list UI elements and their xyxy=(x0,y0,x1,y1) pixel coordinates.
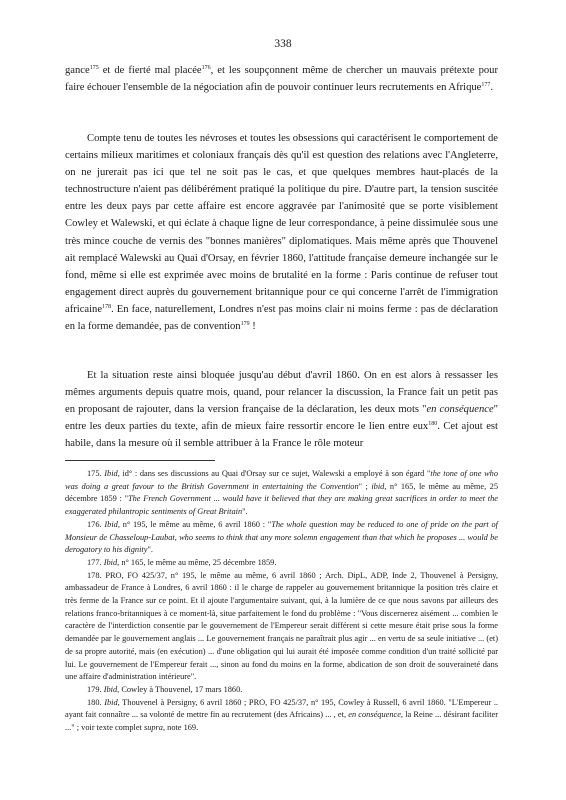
footnote-ref-179: 179 xyxy=(240,321,250,328)
text-run: 180. xyxy=(87,697,105,707)
body-paragraph-2 xyxy=(65,130,498,335)
footnote-175 xyxy=(65,468,498,519)
text-run: Et la situation reste ainsi bloquée jusqu'au début d'avril 1860. On en est alors à ressasser les mêmes arguments depuis quatre mois, quand, pour relancer la discussion, la France fait un petit pas en proposant de rajouter, dans la version française de la déclaration, les deux mots " xyxy=(65,370,498,416)
body-paragraph-3 xyxy=(65,367,498,452)
footnote-ref-175: 175 xyxy=(89,65,99,71)
italic-text: The whole question may be reduced to one of pride on the part of Monsieur de Chasseloup-Laubat, who seems to think that any more solemn engagement than that which he proposes ... would be derogatory to his dignity xyxy=(65,519,498,555)
text-run: 177. xyxy=(87,557,104,567)
text-run: , note 169. xyxy=(162,723,199,733)
text-run: 178. PRO, FO 425/37, n° 195, le même au même, 6 avril 1860 ; Arch. DipL, ADP, Inde 2, Thouvenel à Persigny, ambassadeur de France à Londres, 6 avril 1860 : il le charge de rappeler au gouvernement britannique la position très claire et très ferme de la France sur ce point. Et il ajoute l'argumentaire suivant, qui, à la lumière de ce que nous savons par ailleurs des relations franco-britanniques à ce moment-là, situe parfaitement le fond du problème : "Vous discernerez aisément ... combien le caractère de l'interdiction consentie par le gouvernement de l'Empereur serait différent si cette mesure était prise sous la forme demandée par le gouvernement anglais ... Le gouvernement français ne paraîtrait plus agir ... en vertu de sa seule initiative ... (et) de sa propre autorité, mais (en exécution) ... d'une obligation qui lui aurait été imposée comme condition d'un traité sollicité par lui. Le gouvernement de l'Empereur ferait ..., sinon au fond du moins en la forme, abdication de son droit de souveraineté dans une affaire d'administration intérieure". xyxy=(65,570,498,682)
text-run: . xyxy=(490,82,494,94)
text-run: 179. xyxy=(87,684,104,694)
italic-text: ibid xyxy=(371,481,385,491)
footnote-177 xyxy=(65,557,498,570)
text-run: " ; xyxy=(358,481,372,491)
footnote-separator xyxy=(65,460,215,461)
footnote-176 xyxy=(65,519,498,557)
italic-text: Ibid xyxy=(104,697,118,707)
footnote-180 xyxy=(65,697,498,735)
italic-text: the tone of one who was doing a great favour to the British Government in entertaining the Convention xyxy=(65,469,498,491)
text-run: " entre les deux parties du texte, afin de mieux faire ressortir encore le lien entre eux xyxy=(65,404,498,433)
text-run: Compte tenu de toutes les névroses et toutes les obsessions qui caractérisent le comportement de certains milieux maritimes et coloniaux français dès qu'il est question des relations avec l'Angleterre, on ne jurerait pas ici que tel ne soit pas le cas, et que quelques membres haut-placés de la technostructure n'aient pas délibérément pratiqué la politique du pire. D'autre part, la tension suscitée entre les deux pays par cette affaire est encore aggravée par l'animosité que se porte visiblement Cowley et Walewski, et qui éclate à chaque ligne de leur correspondance, à peine dissimulée sous une très mince couche de vernis des "bonnes manières" diplomatiques. Mais même après que Thouvenel ait remplacé Walewski au Quai d'Orsay, en février 1860, l'attitude française demeure inchangée sur le fond, même si elle est exprimée avec moins de brutalité en la forme : Paris continue de refuser tout engagement direct auprès du gouvernement britannique pour ce qui concerne l'arrêt de l'immigration africaine xyxy=(65,133,498,315)
footnote-ref-177: 177 xyxy=(481,82,491,89)
text-run: , n° 165, le même au même, 25 décembre 1859 : " xyxy=(65,481,499,504)
footnote-ref-176: 176 xyxy=(201,65,211,71)
text-run: . Cet ajout est habile, dans la mesure où il semble attribuer à la France le rôle moteur xyxy=(65,421,498,450)
text-run: . En face, naturellement, Londres n'est pas moins clair ni moins ferme : pas de déclaration en la forme demandée, pas de convention xyxy=(65,303,498,333)
text-run: et de fierté mal placée xyxy=(98,65,202,76)
footnote-178 xyxy=(65,570,498,684)
italic-text: en conséquence xyxy=(426,404,494,416)
footnote-179 xyxy=(65,684,498,697)
text-run: , n° 195, le même au même, 6 avril 1860 : " xyxy=(117,519,272,529)
text-run: , Cowley à Thouvenel, 17 mars 1860. xyxy=(117,684,243,694)
text-run: ". xyxy=(147,545,153,555)
italic-text: Ibid xyxy=(104,519,118,529)
text-run: 175. xyxy=(87,469,105,478)
italic-text: supra xyxy=(143,723,163,733)
text-run: , id° : dans ses discussions au Quai d'Orsay sur ce sujet, Walewski a employé à son égard " xyxy=(117,469,431,478)
italic-text: The French Government ... would have it believed that they are making great sacrifices in order to meet the exaggerated philantropic sentiments of Great Britain xyxy=(65,494,498,517)
footnote-ref-180: 180 xyxy=(428,421,438,428)
page-number: 338 xyxy=(274,38,292,50)
text-run: , n° 165, le même au même, 25 décembre 1859. xyxy=(117,557,277,567)
italic-text: en conséquence xyxy=(348,710,401,720)
text-run: , et les soupçonnent même de chercher un mauvais prétexte pour faire échouer l'ensemble de la négociation afin de pouvoir continuer leurs recrutements en Afrique xyxy=(65,65,498,94)
footnote-ref-178: 178 xyxy=(102,303,112,310)
text-run: 176. xyxy=(87,519,105,529)
text-run: , la Reine ... désirant faciliter ..." ; voir texte complet xyxy=(65,710,498,733)
body-paragraph-1 xyxy=(65,62,498,96)
italic-text: Ibid xyxy=(103,684,118,694)
text-run: ! xyxy=(249,321,256,333)
text-run: ". xyxy=(242,507,248,517)
text-run: , Thouvenel à Persigny, 6 avril 1860 ; PRO, FO 425/37, n° 195, Cowley à Russell, 6 avril 1860. "L'Empereur .. ayant fait connaître ... sa volonté de mettre fin au recrutement (des Africains) ... , et, xyxy=(65,697,499,720)
italic-text: Ibid xyxy=(104,469,118,478)
footnotes xyxy=(65,468,498,735)
italic-text: Ibid xyxy=(103,557,118,567)
text-run: gance xyxy=(65,65,90,76)
